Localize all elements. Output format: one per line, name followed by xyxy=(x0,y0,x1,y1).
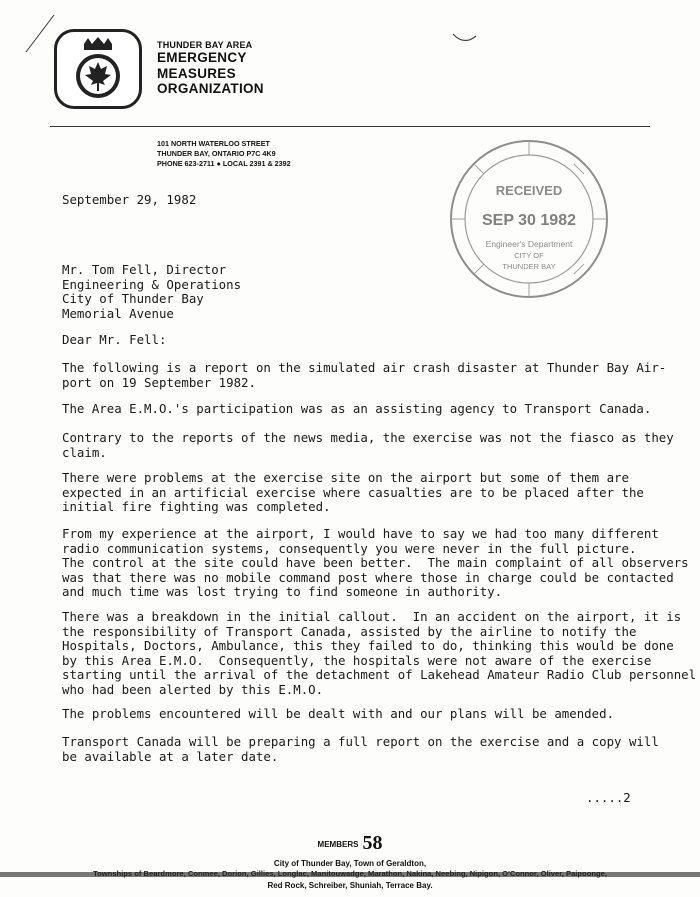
paragraph-7: The problems encountered will be dealt with and our plans will be amended. xyxy=(62,706,615,721)
emo-logo xyxy=(54,29,142,109)
org-name-block xyxy=(157,40,264,97)
stamp-received-text: RECEIVED xyxy=(495,183,563,198)
members-label: MEMBERS xyxy=(317,840,359,849)
footer-line3: Red Rock, Schreiber, Shuniah, Terrace Bay. xyxy=(267,881,433,890)
footer-line2: Townships of Beardmore, Conmee, Dorion, Gillies, Longlac, Manitouwadge, Marathon, Nakina, Neebing, Nipigon, O'Connor, Oliver, Paipoonge, xyxy=(93,869,607,878)
stamp-date: SEP 30 1982 xyxy=(481,212,577,229)
members-count: 58 xyxy=(362,832,383,854)
paragraph-5: From my experience at the airport, I would have to say we had too many different radio communication systems, consequently you were never in the full picture. The control at the site could have been better. The main complaint of all observers was that there was no mobile command post where those in charge could be contacted and much time was lost trying to find someone in authority. xyxy=(62,526,689,599)
paragraph-3: Contrary to the reports of the news media, the exercise was not the fiasco as they claim. xyxy=(62,430,674,460)
page-continuation: .....2 xyxy=(586,790,631,805)
recipient-line3: City of Thunder Bay xyxy=(62,291,204,306)
stamp-dept-line2: CITY OF xyxy=(514,251,544,260)
received-stamp xyxy=(447,137,611,301)
recipient-line2: Engineering & Operations xyxy=(62,276,242,292)
members-heading xyxy=(0,832,700,855)
address-city: THUNDER BAY, ONTARIO P7C 4K9 xyxy=(157,149,276,158)
pen-mark-top xyxy=(450,28,480,48)
paragraph-2: The Area E.M.O.'s participation was as an assisting agency to Transport Canada. xyxy=(62,401,652,416)
address-phone: PHONE 623-2711 ● LOCAL 2391 & 2392 xyxy=(157,159,291,168)
stamp-dept-line1: Engineer's Department xyxy=(485,239,573,249)
footer-line1: City of Thunder Bay, Town of Geraldton, xyxy=(273,859,427,868)
paragraph-8: Transport Canada will be preparing a full report on the exercise and a copy will be available at a later date. xyxy=(62,734,659,764)
paragraph-4: There were problems at the exercise site on the airport but some of them are expected in an artificial exercise where casualties are to be placed after the initial fire fighting was completed. xyxy=(62,470,644,514)
org-name-line2: EMERGENCY xyxy=(157,50,247,65)
header-divider xyxy=(50,126,650,127)
salutation: Dear Mr. Fell: xyxy=(62,332,167,347)
org-name-line4: ORGANIZATION xyxy=(157,81,264,96)
letter-date: September 29, 1982 xyxy=(62,192,197,207)
recipient-line4: Memorial Avenue xyxy=(62,305,174,321)
crest-icon xyxy=(68,36,128,102)
stamp-dept-line3: THUNDER BAY xyxy=(502,262,556,271)
address-street: 101 NORTH WATERLOO STREET xyxy=(157,139,270,148)
org-address xyxy=(157,139,291,169)
paragraph-1: The following is a report on the simulated air crash disaster at Thunder Bay Air- port on 19 September 1982. xyxy=(62,360,667,390)
recipient-address xyxy=(62,263,241,321)
org-name-line1: THUNDER BAY AREA xyxy=(157,40,253,50)
paragraph-6: There was a breakdown in the initial callout. In an accident on the airport, it is the responsibility of Transport Canada, assisted by the airline to notify the Hospitals, Doctors, Ambulance, this they failed to do, thinking this would be done by this Area E.M.O. Consequently, the hospitals were not aware of the exercise starting until the arrival of the detachment of Lakehead Amateur Radio Club personnel who had been alerted by this E.M.O. xyxy=(62,609,697,697)
org-name-line3: MEASURES xyxy=(157,65,236,81)
recipient-line1: Mr. Tom Fell, Director xyxy=(62,262,227,277)
